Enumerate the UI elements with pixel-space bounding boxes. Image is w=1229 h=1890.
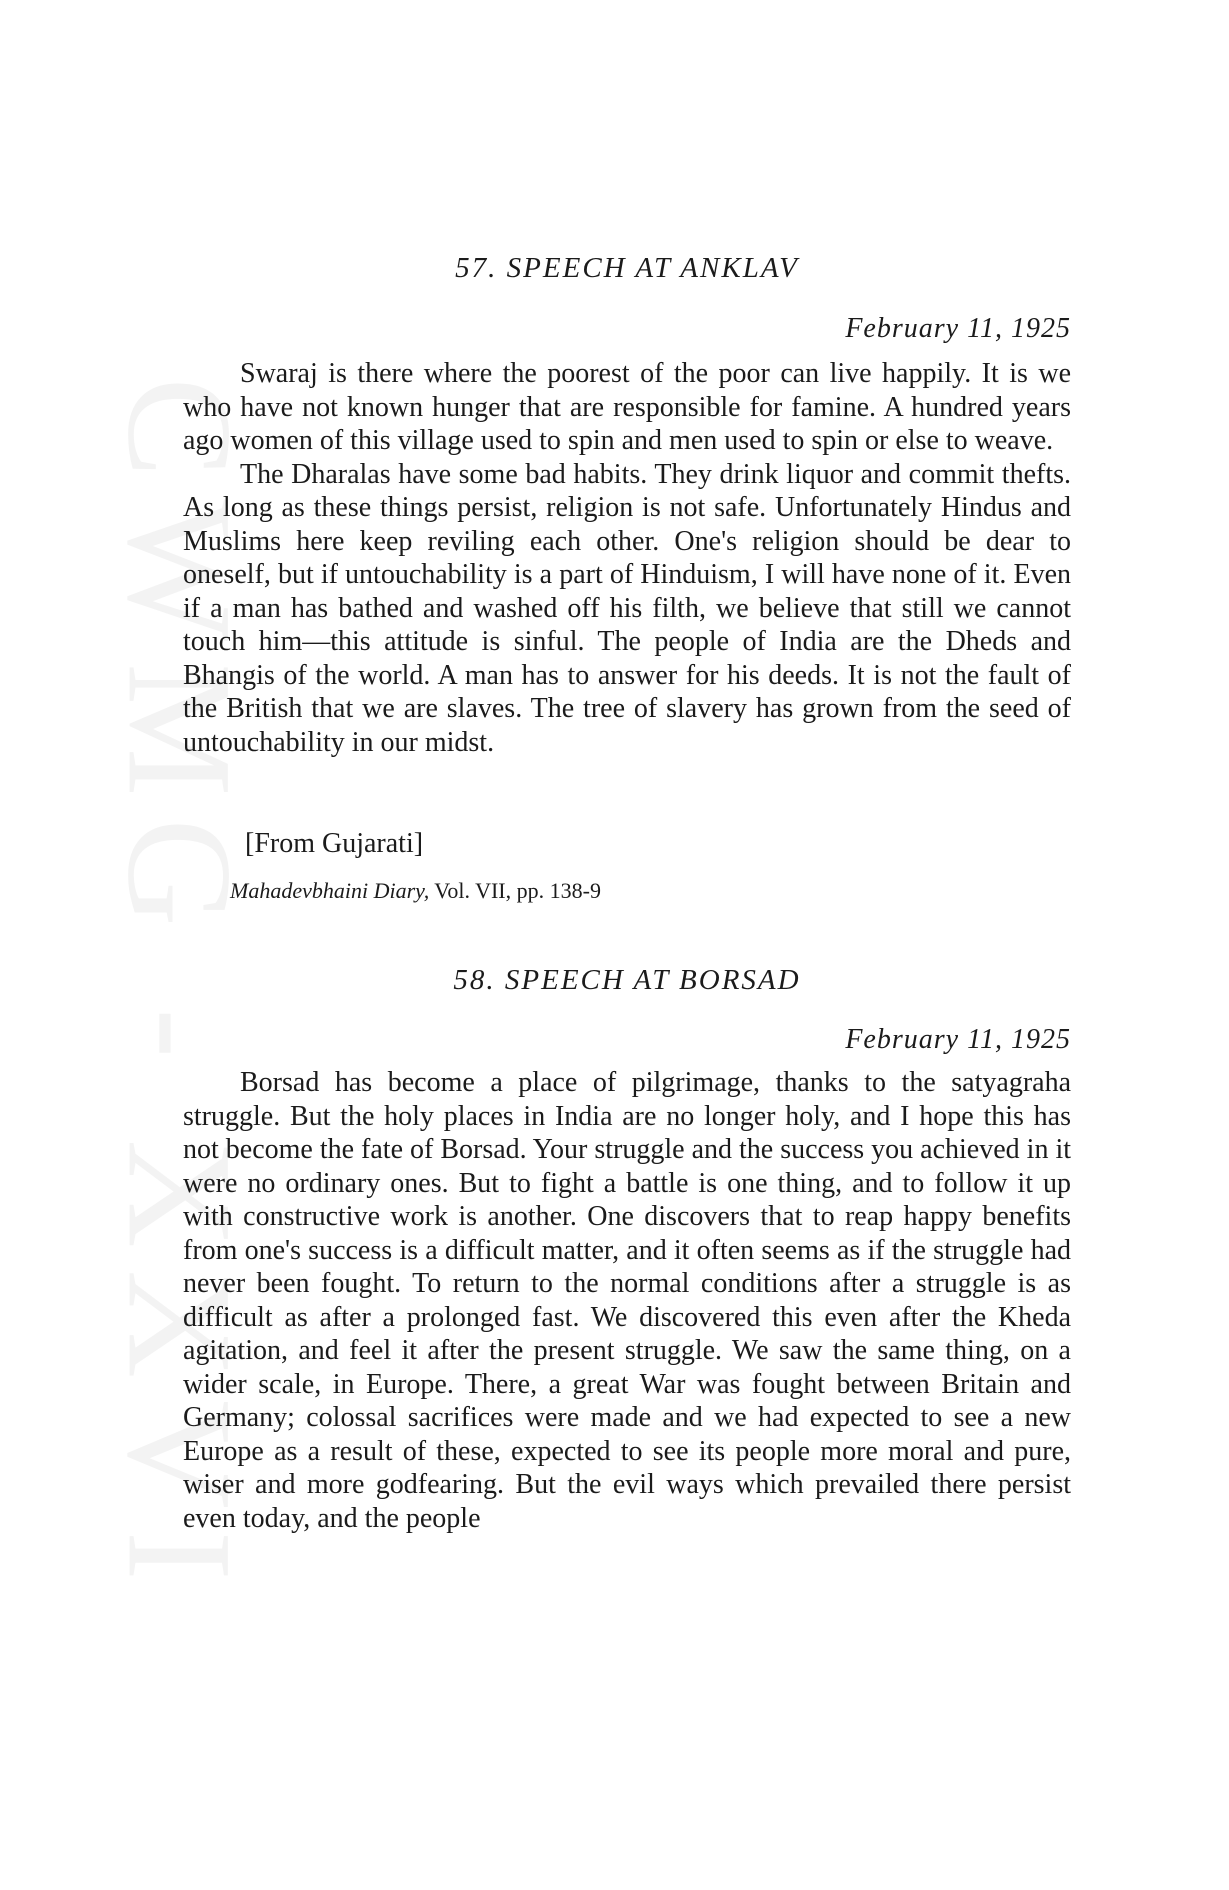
paragraph: Swaraj is there where the poorest of the poor can live happily. It is we who have not known hunger that are responsible for famine. A hundred years ago women of this village used to spin and men used to spin or else to weave.	[183, 358, 1071, 456]
section-heading-57: 57. SPEECH AT ANKLAV	[455, 252, 799, 284]
paragraph: Borsad has become a place of pilgrimage, thanks to the satyagraha struggle. But the holy places in India are no longer holy, and I hope this has not become the fate of Borsad. Your struggle and the success you achieved in it were no ordinary ones. But to fight a battle is one thing, and to follow it up with constructive work is another. One discovers that to reap happy benefits from one's success is a difficult matter, and it often seems as if the struggle had never been fought. To return to the normal conditions after a struggle is as difficult as after a prolonged fast. We discovered this even after the Kheda agitation, and feel it after the present struggle. We saw the same thing, on a wider scale, in Europe. There, a great War was fought between Britain and Germany; colossal sacrifices were made and we had expected to see a new Europe as a result of these, expected to see its people more moral and pure, wiser and more godfearing. But the evil ways which prevailed there persist even today, and the people	[183, 1067, 1072, 1534]
source-label: [From Gujarati]	[245, 828, 424, 859]
section-date-57: February 11, 1925	[845, 313, 1071, 344]
section-body-58	[183, 1066, 1071, 1535]
citation	[230, 878, 601, 904]
section-body-57	[183, 357, 1071, 759]
section-date-58: February 11, 1925	[845, 1024, 1071, 1055]
paragraph: The Dharalas have some bad habits. They drink liquor and commit thefts. As long as these things persist, religion is not safe. Unfortunately Hindus and Muslims here keep reviling each other. One's religion should be dear to oneself, but if untouchability is a part of Hinduism, I will have none of it. Even if a man has bathed and washed off his filth, we believe that still we cannot touch him—this attitude is sinful. The people of India are the Dheds and Bhangis of the world. A man has to answer for his deeds. It is not the fault of the British that we are slaves. The tree of slavery has grown from the seed of untouchability in our midst.	[183, 458, 1071, 758]
watermark-text: CWMG - XXVI	[97, 377, 264, 1603]
citation-title: Mahadevbhaini Diary,	[230, 878, 430, 903]
citation-details: Vol. VII, pp. 138-9	[429, 878, 601, 903]
section-heading-58: 58. SPEECH AT BORSAD	[453, 964, 801, 996]
